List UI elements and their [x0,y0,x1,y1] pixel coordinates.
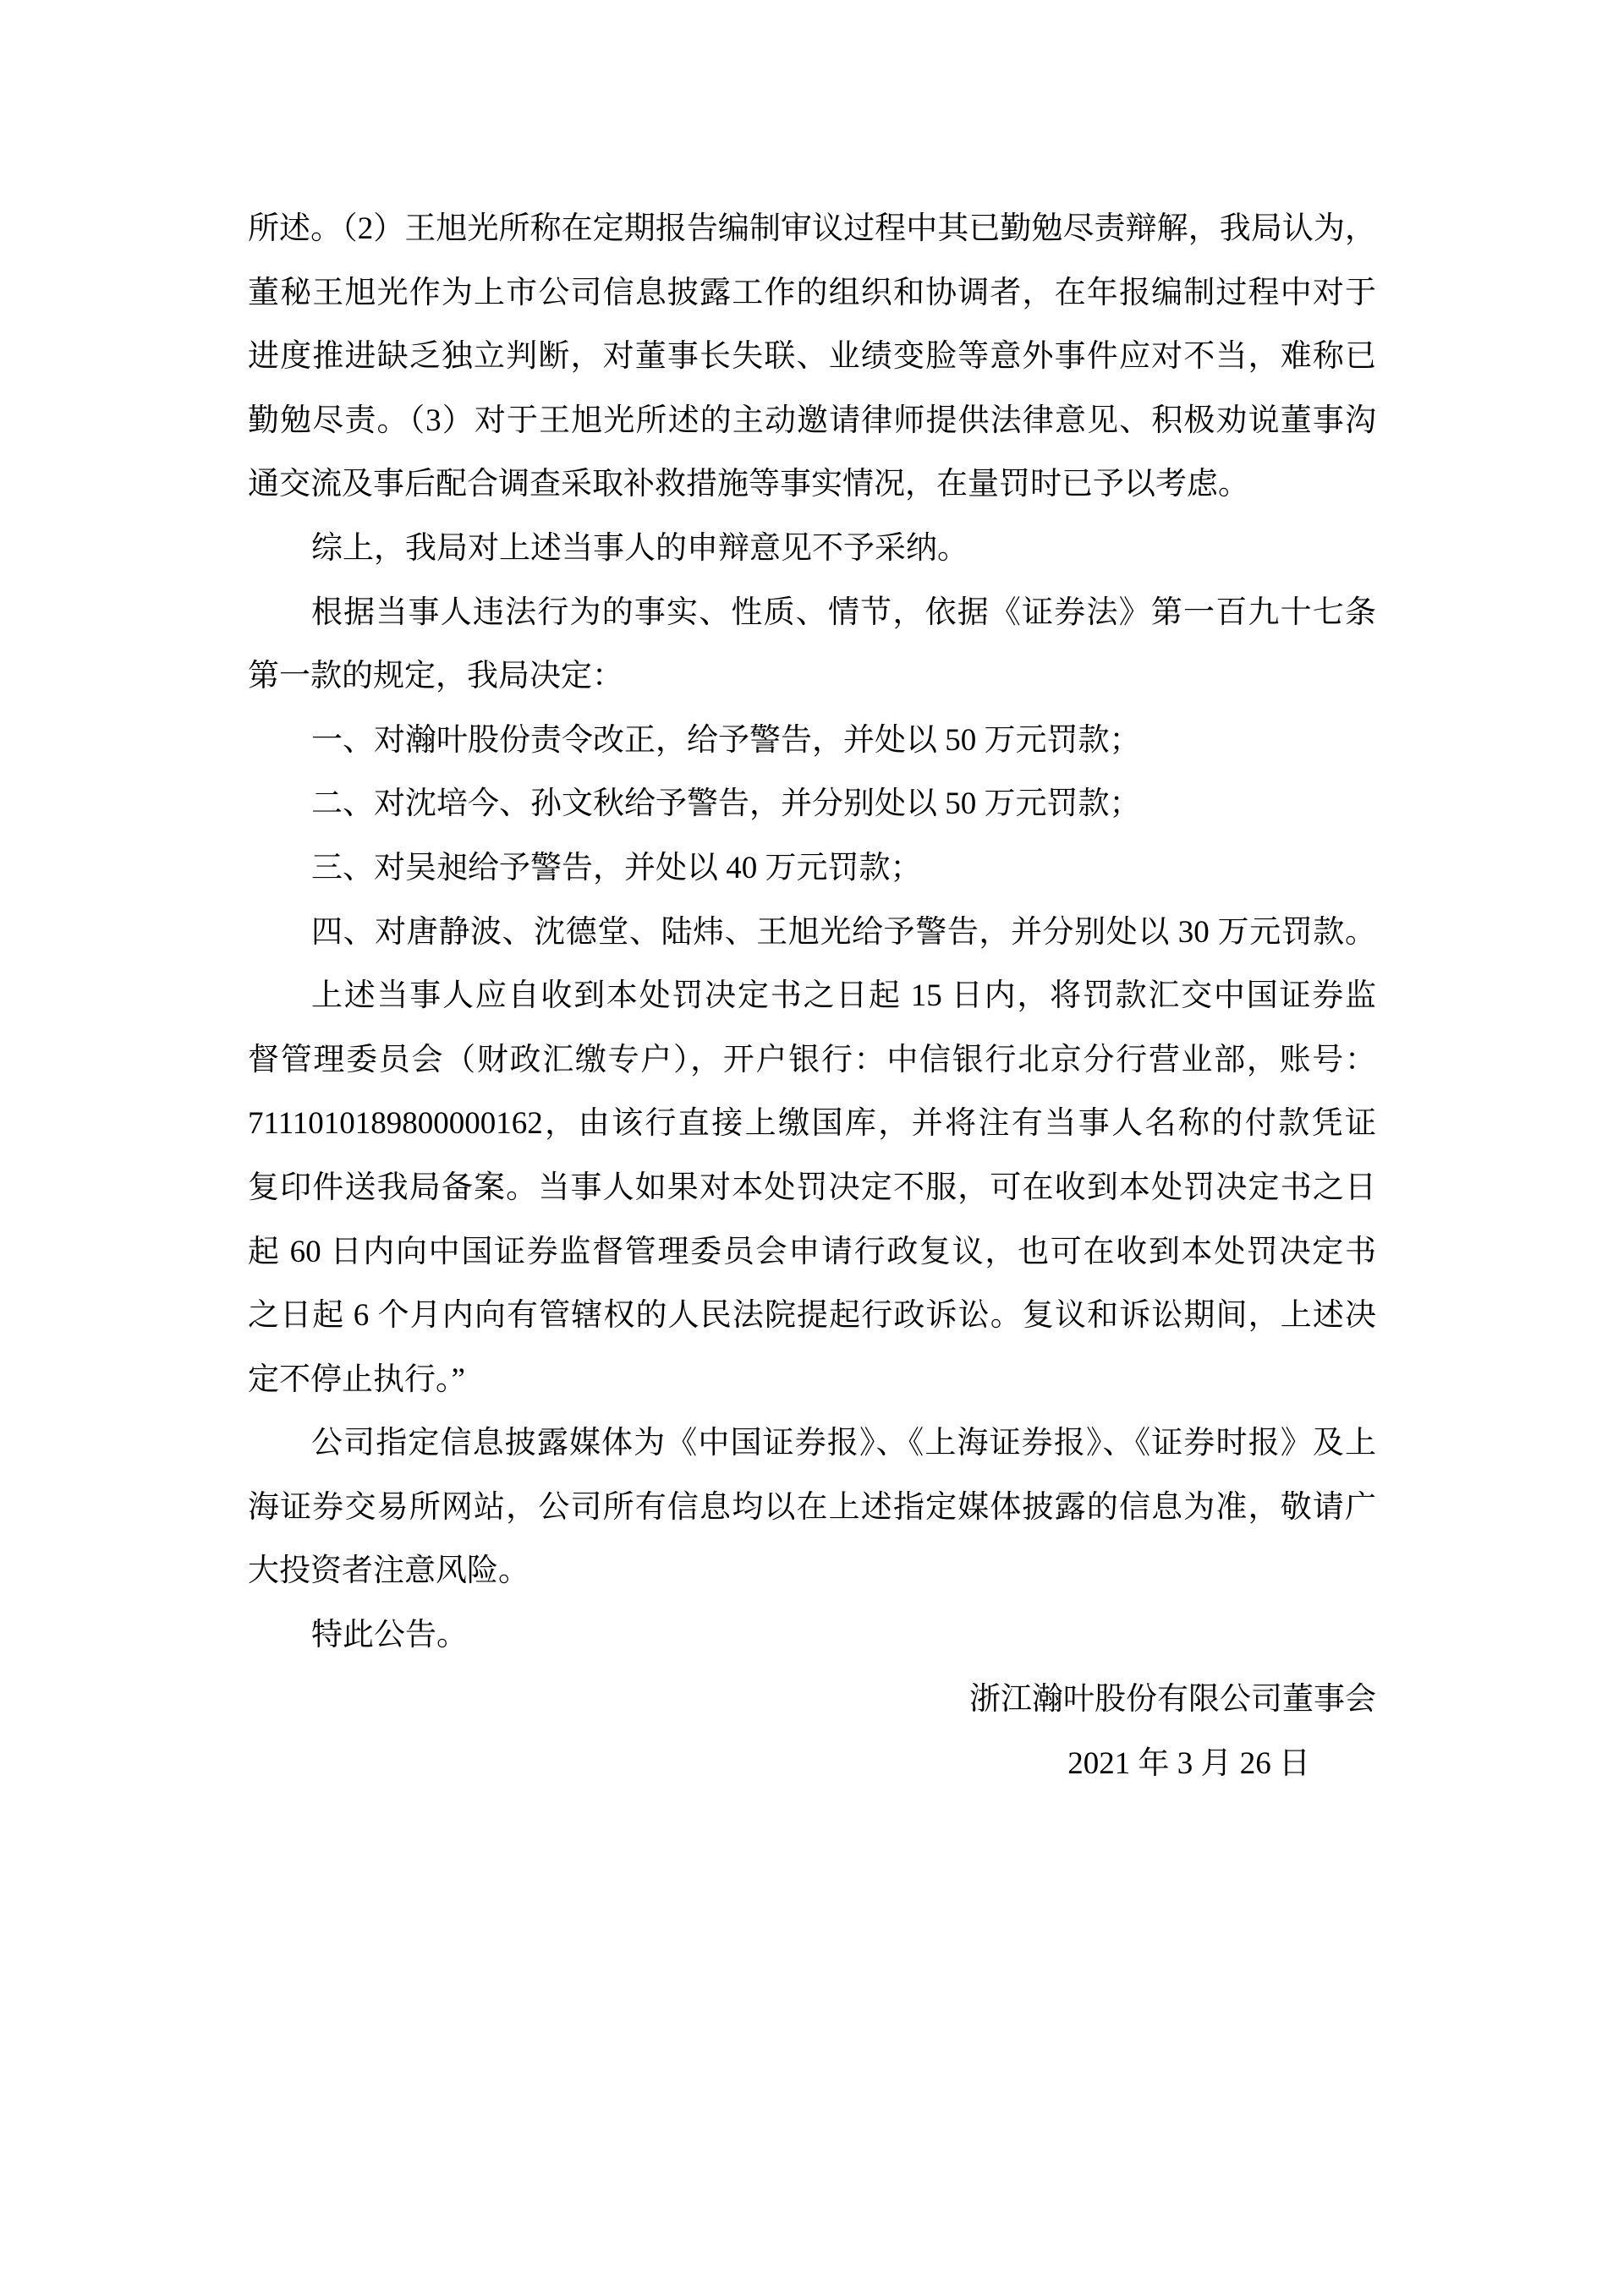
summary-paragraph: 综上，我局对上述当事人的申辩意见不予采纳。 [311,530,968,566]
paragraph-line: 勤勉尽责。（3）对于王旭光所述的主动邀请律师提供法律意见、积极劝说董事沟 [248,403,1376,438]
legal-basis-line: 根据当事人违法行为的事实、性质、情节，依据《证券法》第一百九十七条 [311,595,1376,630]
signature-board-of-directors: 浙江瀚叶股份有限公司董事会 [969,1682,1376,1717]
payment-line: 之日起 6 个月内向有管辖权的人民法院提起行政诉讼。复议和诉讼期间，上述决 [248,1298,1376,1334]
paragraph-line: 进度推进缺乏独立判断，对董事长失联、业绩变脸等意外事件应对不当，难称已 [248,339,1376,375]
media-line: 大投资者注意风险。 [248,1553,529,1589]
announcement-date: 2021 年 3 月 26 日 [1067,1746,1310,1781]
legal-basis-line: 第一款的规定，我局决定： [248,659,623,694]
media-line: 海证券交易所网站，公司所有信息均以在上述指定媒体披露的信息为准，敬请广 [248,1489,1376,1525]
closing-statement: 特此公告。 [311,1618,468,1653]
paragraph-line: 董秘王旭光作为上市公司信息披露工作的组织和协调者，在年报编制过程中对于 [248,275,1376,310]
payment-line: 复印件送我局备案。当事人如果对本处罚决定不服，可在收到本处罚决定书之日 [248,1170,1376,1205]
decision-item-3: 三、对吴昶给予警告，并处以 40 万元罚款； [311,850,922,885]
payment-line: 起 60 日内向中国证券监督管理委员会申请行政复议，也可在收到本处罚决定书 [248,1234,1376,1269]
decision-item-1: 一、对瀚叶股份责令改正，给予警告，并处以 50 万元罚款； [311,722,1141,758]
paragraph-line: 通交流及事后配合调查采取补救措施等事实情况，在量罚时已予以考虑。 [248,467,1249,502]
decision-item-4: 四、对唐静波、沈德堂、陆炜、王旭光给予警告，并分别处以 30 万元罚款。 [311,914,1376,950]
payment-line: 上述当事人应自收到本处罚决定书之日起 15 日内，将罚款汇交中国证券监 [311,978,1376,1014]
decision-item-2: 二、对沈培今、孙文秋给予警告，并分别处以 50 万元罚款； [311,786,1141,822]
payment-line: 督管理委员会（财政汇缴专户），开户银行：中信银行北京分行营业部，账号： [248,1042,1376,1077]
media-line: 公司指定信息披露媒体为《中国证券报》、《上海证券报》、《证券时报》及上 [311,1426,1376,1461]
announcement-body [248,197,1376,1668]
payment-line: 7111010189800000162，由该行直接上缴国库，并将注有当事人名称的付款凭证 [248,1106,1376,1142]
paragraph-line: 所述。（2）王旭光所称在定期报告编制审议过程中其已勤勉尽责辩解，我局认为， [248,211,1376,246]
payment-line: 定不停止执行。” [248,1362,465,1397]
